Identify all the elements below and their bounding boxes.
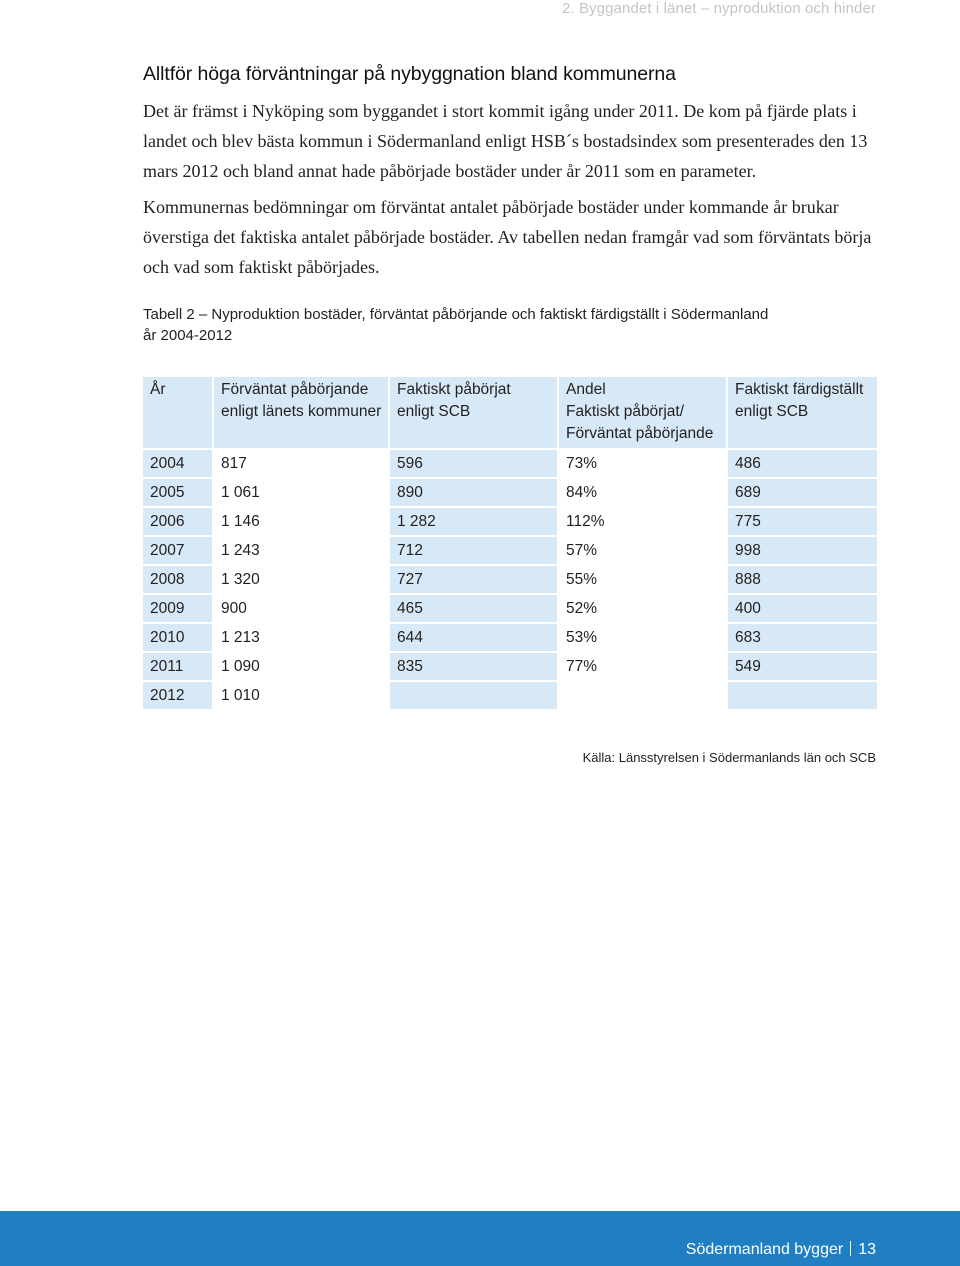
table-row <box>143 450 879 479</box>
cell-expected: 1 010 <box>214 682 390 711</box>
table-row <box>143 682 879 711</box>
cell-year: 2006 <box>143 508 214 537</box>
header-share: Andel Faktiskt påbörjat/ Förväntat påbörjande <box>559 377 728 450</box>
cell-expected: 1 061 <box>214 479 390 508</box>
cell-year: 2008 <box>143 566 214 595</box>
section-heading: Alltför höga förväntningar på nybyggnation bland kommunerna <box>143 63 676 85</box>
cell-share: 112% <box>559 508 728 537</box>
cell-share: 55% <box>559 566 728 595</box>
housing-table <box>143 377 879 711</box>
table-caption-line-2: år 2004-2012 <box>143 327 233 344</box>
cell-completed: 775 <box>728 508 879 537</box>
cell-expected: 817 <box>214 450 390 479</box>
table-row <box>143 537 879 566</box>
cell-actual: 1 282 <box>390 508 559 537</box>
table-row <box>143 653 879 682</box>
cell-share <box>559 682 728 711</box>
cell-share: 73% <box>559 450 728 479</box>
cell-year: 2007 <box>143 537 214 566</box>
table-row <box>143 566 879 595</box>
cell-actual: 712 <box>390 537 559 566</box>
table-caption <box>143 304 883 346</box>
footer-separator <box>850 1241 851 1256</box>
cell-actual: 644 <box>390 624 559 653</box>
cell-completed: 683 <box>728 624 879 653</box>
cell-expected: 900 <box>214 595 390 624</box>
cell-actual <box>390 682 559 711</box>
article <box>143 62 883 711</box>
cell-share: 53% <box>559 624 728 653</box>
cell-share: 84% <box>559 479 728 508</box>
table-row <box>143 595 879 624</box>
header-expected-start: Förväntat påbörjande enligt länets kommuner <box>214 377 390 450</box>
cell-year: 2004 <box>143 450 214 479</box>
cell-actual: 465 <box>390 595 559 624</box>
cell-year: 2005 <box>143 479 214 508</box>
cell-share: 77% <box>559 653 728 682</box>
cell-completed: 689 <box>728 479 879 508</box>
cell-actual: 890 <box>390 479 559 508</box>
paragraph-2: Kommunernas bedömningar om förväntat antalet påbörjade bostäder under kommande år brukar överstiga det faktiska antalet påbörjade bostäder. Av tabellen nedan framgår vad som förväntats börja och vad som faktiskt påbörjades. <box>143 197 872 277</box>
cell-actual: 835 <box>390 653 559 682</box>
cell-completed: 549 <box>728 653 879 682</box>
table-caption-line-1: Tabell 2 – Nyproduktion bostäder, förväntat påbörjande och faktiskt färdigställt i Södermanland <box>143 306 769 323</box>
cell-completed: 888 <box>728 566 879 595</box>
cell-expected: 1 090 <box>214 653 390 682</box>
table-row <box>143 479 879 508</box>
cell-expected: 1 243 <box>214 537 390 566</box>
header-actual-start: Faktiskt påbörjat enligt SCB <box>390 377 559 450</box>
table-row <box>143 508 879 537</box>
cell-expected: 1 213 <box>214 624 390 653</box>
running-header: 2. Byggandet i länet – nyproduktion och hinder <box>562 0 876 17</box>
header-completed: Faktiskt färdigställt enligt SCB <box>728 377 879 450</box>
footer-bar <box>0 1211 960 1266</box>
header-year: År <box>143 377 214 450</box>
cell-expected: 1 146 <box>214 508 390 537</box>
cell-completed <box>728 682 879 711</box>
cell-year: 2010 <box>143 624 214 653</box>
cell-share: 57% <box>559 537 728 566</box>
table-header-row <box>143 377 879 450</box>
cell-year: 2009 <box>143 595 214 624</box>
cell-year: 2011 <box>143 653 214 682</box>
cell-share: 52% <box>559 595 728 624</box>
cell-expected: 1 320 <box>214 566 390 595</box>
cell-actual: 727 <box>390 566 559 595</box>
cell-actual: 596 <box>390 450 559 479</box>
cell-completed: 998 <box>728 537 879 566</box>
table-row <box>143 624 879 653</box>
cell-completed: 400 <box>728 595 879 624</box>
table-source: Källa: Länsstyrelsen i Södermanlands län och SCB <box>582 750 876 765</box>
paragraph-1: Det är främst i Nyköping som byggandet i stort kommit igång under 2011. De kom på fjärde plats i landet och blev bästa kommun i Södermanland enligt HSB´s bostadsindex som presenterades den 13 mars 2012 och bland annat hade påbörjade bostäder under år 2011 som en parameter. <box>143 101 868 181</box>
cell-year: 2012 <box>143 682 214 711</box>
cell-completed: 486 <box>728 450 879 479</box>
page-number: 13 <box>858 1241 876 1258</box>
footer-text <box>686 1241 876 1259</box>
publication-name: Södermanland bygger <box>685 1241 844 1258</box>
